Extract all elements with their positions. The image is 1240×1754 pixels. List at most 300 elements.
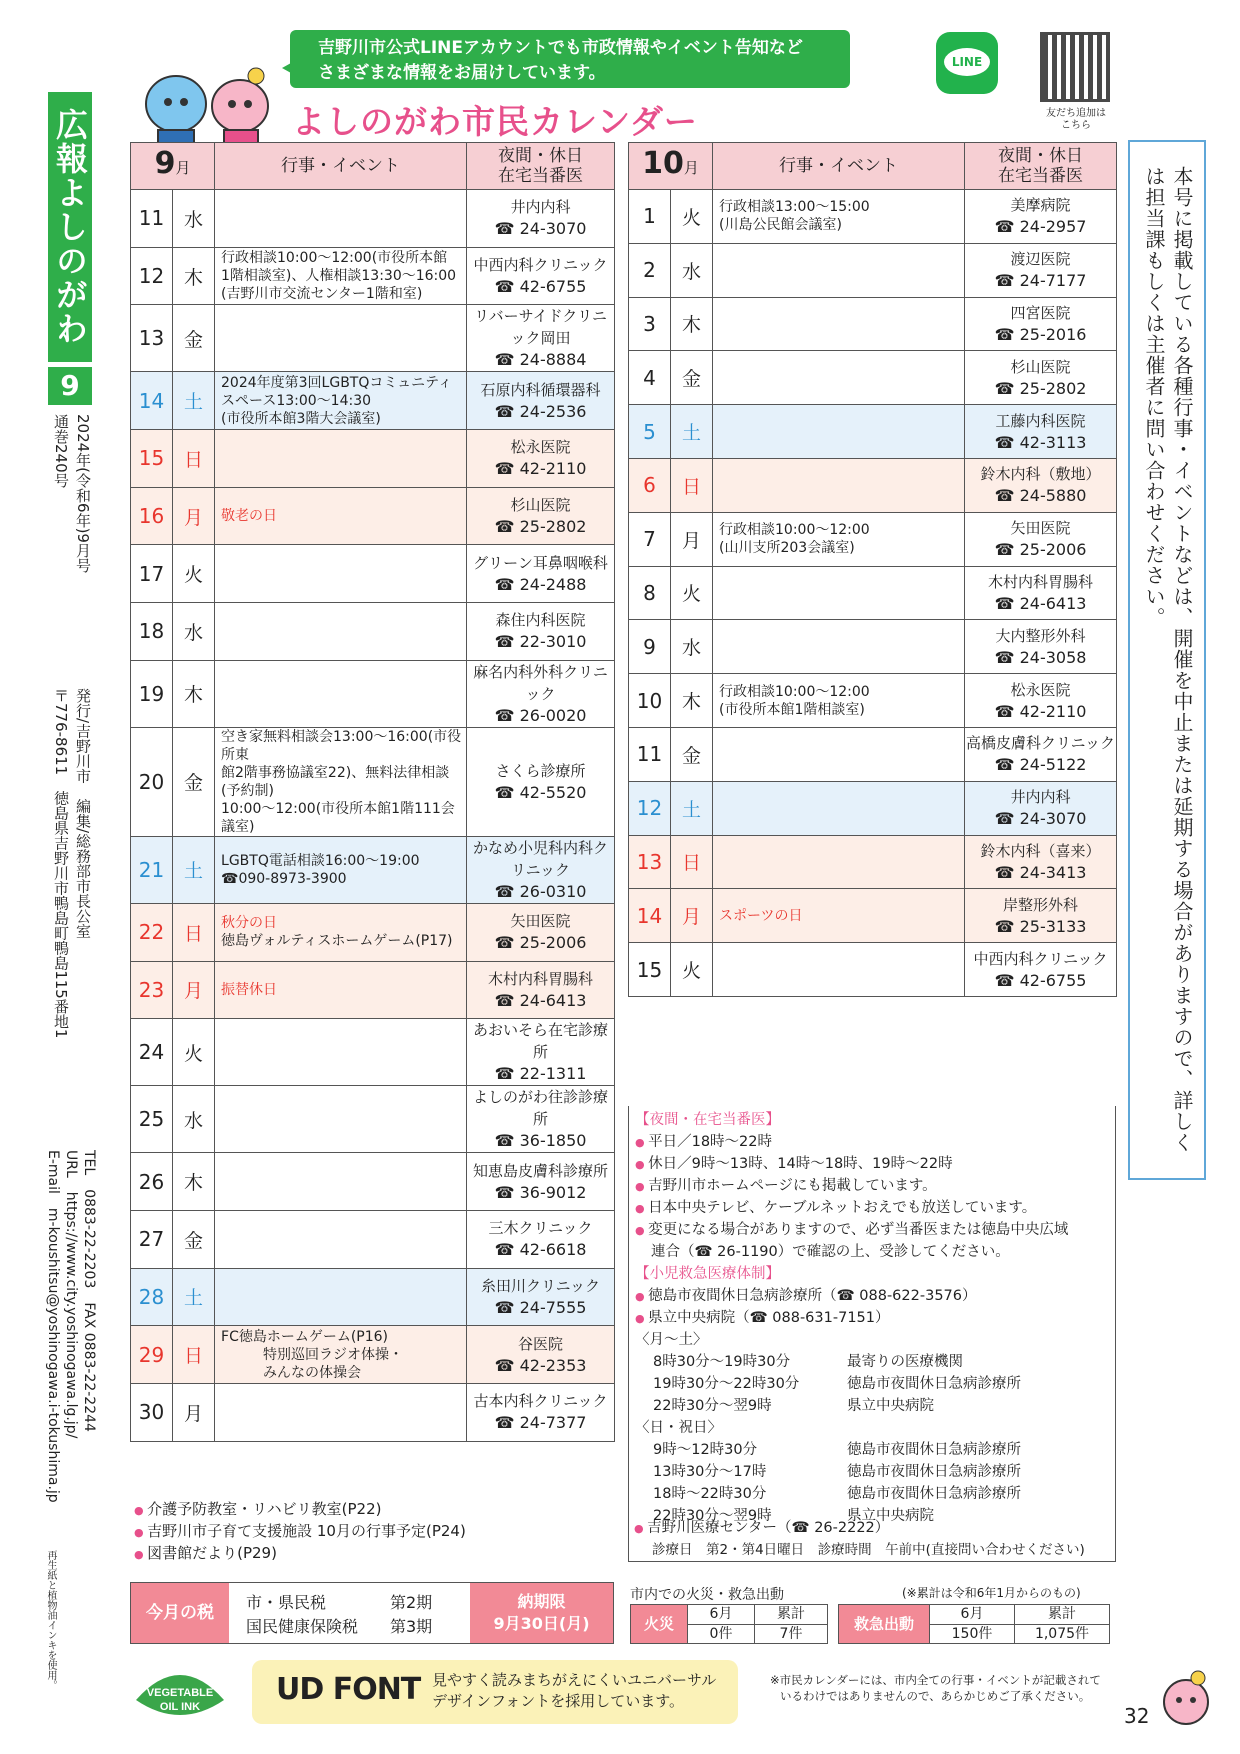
event-cell [215, 1383, 467, 1441]
oct-row [629, 351, 1117, 405]
doctor-cell [965, 190, 1117, 244]
event-cell [215, 247, 467, 305]
doctor-name: 古本内科クリニック [473, 1392, 608, 1411]
holiday-place: 徳島市夜間休日急病診療所 [847, 1486, 1021, 1502]
event-cell [215, 430, 467, 488]
weekday: 火 [671, 190, 713, 244]
day-number: 18 [131, 603, 173, 661]
weekday: 日 [173, 903, 215, 961]
footer-note [770, 1672, 1101, 1704]
weekday: 月 [173, 1383, 215, 1441]
oct-month-header [629, 143, 713, 190]
weekday: 水 [671, 243, 713, 297]
night-item: ● 変更になる場合がありますので、必ず当番医または徳島中央広域 [635, 1220, 1068, 1242]
day-number: 13 [629, 835, 671, 889]
masthead-date: 2024年(令和6年)9月号 [74, 414, 92, 573]
oct-row [629, 889, 1117, 943]
doctor-name: あおいそら在宅診療所 [473, 1021, 609, 1062]
holiday-label: スポーツの日 [719, 907, 803, 924]
doctor-name: 矢田医院 [1010, 519, 1071, 538]
holiday-time: 22時30分～翌9時 [653, 1508, 772, 1524]
weekday: 水 [173, 190, 215, 248]
event-line: 館2階事務協議室22)、無料法律相談(予約制) [221, 764, 450, 799]
doctor-name: 石原内科循環器科 [480, 380, 601, 399]
event-cell [713, 243, 965, 297]
weekday-place: 最寄りの医療機関 [847, 1354, 963, 1370]
doctor-name: リバーサイドクリニック岡田 [474, 307, 607, 348]
doctor-cell [965, 835, 1117, 889]
sep-note: ● 図書館だより(P29) [134, 1542, 277, 1566]
doctor-phone: ☎ 42-6755 [494, 277, 587, 297]
event-line: 徳島ヴォルティスホームゲーム(P17) [221, 933, 453, 950]
child-title: 【小児救急医療体制】 [635, 1266, 780, 1282]
doctor-phone: ☎ 24-2488 [494, 574, 587, 594]
sep-doctor-header [467, 143, 615, 190]
masthead-url[interactable]: URL https://www.city.yoshinogawa.lg.jp/ [63, 1150, 79, 1439]
doctor-name: 四宮医院 [1010, 303, 1071, 322]
oct-row [629, 835, 1117, 889]
sep-row [131, 1383, 615, 1441]
doctor-name: 大内整形外科 [995, 626, 1086, 645]
masthead-ink-note: 再生紙と植物油インキを使用。 [45, 1550, 56, 1690]
day-number: 17 [131, 545, 173, 603]
oct-row [629, 190, 1117, 244]
event-cell [215, 190, 467, 248]
doctor-header-line1: 夜間・休日 [998, 146, 1084, 166]
mascot-small-icon [1160, 1668, 1212, 1728]
tax-deadline [470, 1583, 613, 1643]
night-title: 【夜間・在宅当番医】 [635, 1112, 780, 1128]
event-cell [215, 1153, 467, 1211]
weekday: 木 [671, 297, 713, 351]
sep-row [131, 1326, 615, 1384]
event-cell [215, 545, 467, 603]
doctor-cell [965, 889, 1117, 943]
weekday: 日 [671, 835, 713, 889]
doctor-phone: ☎ 24-2536 [494, 401, 587, 421]
weekday: 木 [173, 1153, 215, 1211]
ems-col-month: 6月 [929, 1604, 1015, 1625]
event-cell [713, 512, 965, 566]
doctor-cell [965, 405, 1117, 459]
doctor-phone: ☎ 36-9012 [494, 1182, 587, 1202]
tax-item-name: 市・県民税 [246, 1593, 327, 1612]
doctor-cell [467, 1210, 615, 1268]
line-banner-line2: さまざまな情報をお届けしています。 [318, 63, 606, 83]
doctor-name: 鈴木内科（喜来） [980, 841, 1101, 860]
ud-text-line1: 見やすく読みまちがえにくいユニバーサル [432, 1671, 717, 1689]
night-item: ● 平日／18時～22時 [635, 1132, 772, 1154]
ems-label: 救急出動 [838, 1604, 930, 1644]
doctor-phone: ☎ 24-3058 [994, 647, 1087, 667]
doctor-name: 岸整形外科 [1003, 895, 1079, 914]
doctor-name: 高橋皮膚科クリニック [965, 734, 1116, 753]
sep-row [131, 603, 615, 661]
doctor-name: 鈴木内科（敷地） [980, 465, 1101, 484]
event-cell [215, 727, 467, 836]
oct-month: 10 [642, 146, 684, 181]
fire-total-value: 7件 [754, 1624, 828, 1644]
event-cell [215, 487, 467, 545]
sep-row [131, 305, 615, 372]
doctor-cell [467, 372, 615, 430]
doctor-cell [965, 620, 1117, 674]
doctor-name: 松永医院 [1010, 680, 1071, 699]
day-number: 6 [629, 458, 671, 512]
event-cell [713, 620, 965, 674]
sep-note: ● 吉野川市子育て支援施設 10月の行事予定(P24) [134, 1520, 466, 1544]
event-cell [713, 351, 965, 405]
oct-row [629, 943, 1117, 997]
doctor-phone: ☎ 42-2353 [494, 1355, 587, 1375]
day-number: 26 [131, 1153, 173, 1211]
qr-code-icon[interactable] [1040, 32, 1110, 102]
doctor-cell [467, 1086, 615, 1153]
doctor-name: 木村内科胃腸科 [988, 572, 1094, 591]
weekday-place: 県立中央病院 [847, 1398, 934, 1414]
day-number: 12 [629, 781, 671, 835]
masthead-address: 〒776-8611 徳島県吉野川市鴨島町鴨島115番地1 [52, 688, 70, 1039]
sep-row [131, 903, 615, 961]
doctor-phone: ☎ 24-2957 [994, 217, 1087, 237]
event-cell [215, 1326, 467, 1384]
event-line: 行政相談10:00～12:00 [719, 683, 870, 700]
doctor-phone: ☎ 22-3010 [494, 632, 587, 652]
doctor-phone: ☎ 26-0020 [494, 705, 587, 725]
weekday: 火 [671, 566, 713, 620]
child-item: ● 徳島市夜間休日急病診療所（☎ 088-622-3576） [635, 1286, 977, 1308]
event-cell [215, 603, 467, 661]
day-number: 16 [131, 487, 173, 545]
event-cell [713, 405, 965, 459]
doctor-cell [965, 512, 1117, 566]
notice-text: 本号に掲載している各種行事・イベントなどは、開催を中止または延期する場合がありますので、詳しくは担当課もしくは主催者に問い合わせください。 [1142, 166, 1194, 1153]
doctor-cell [467, 727, 615, 836]
doctor-cell [965, 297, 1117, 351]
day-number: 29 [131, 1326, 173, 1384]
event-cell [713, 889, 965, 943]
weekday: 金 [173, 727, 215, 836]
day-number: 25 [131, 1086, 173, 1153]
doctor-cell [965, 781, 1117, 835]
weekday: 水 [173, 1086, 215, 1153]
sep-month: 9 [154, 146, 176, 181]
doctor-phone: ☎ 25-2006 [494, 933, 587, 953]
oct-row [629, 405, 1117, 459]
holiday-title: 〈日・祝日〉 [635, 1420, 722, 1436]
weekday: 月 [173, 487, 215, 545]
fire-note: (※累計は令和6年1月からのもの) [902, 1586, 1081, 1600]
doctor-cell [467, 660, 615, 727]
doctor-cell [467, 190, 615, 248]
doctor-name: よしのがわ往診診療所 [473, 1088, 609, 1129]
weekday: 火 [173, 545, 215, 603]
line-logo-text: LINE [944, 48, 990, 76]
weekday: 日 [173, 430, 215, 488]
event-line: 行政相談10:00～12:00(市役所本館 [221, 250, 448, 267]
event-line: 行政相談13:00～15:00 [719, 199, 870, 216]
holiday-place: 県立中央病院 [847, 1508, 934, 1524]
doctor-phone: ☎ 42-6755 [994, 970, 1087, 990]
fire-label: 火災 [630, 1604, 688, 1644]
day-number: 11 [629, 727, 671, 781]
doctor-name: 知恵島皮膚科診療所 [473, 1161, 609, 1180]
weekday-time: 22時30分～翌9時 [653, 1398, 772, 1414]
weekday: 月 [173, 961, 215, 1019]
event-cell [713, 674, 965, 728]
holiday-label: 敬老の日 [221, 508, 278, 525]
oct-row [629, 674, 1117, 728]
event-line: FC徳島ホームゲーム(P16) [221, 1328, 389, 1345]
doctor-name: 矢田医院 [510, 912, 571, 931]
doctor-phone: ☎ 25-3133 [994, 916, 1087, 936]
doctor-phone: ☎ 42-2110 [494, 459, 587, 479]
doctor-name: 麻名内科外科クリニック [473, 662, 608, 703]
doctor-name: 井内内科 [510, 198, 571, 217]
fire-col-month: 6月 [687, 1604, 755, 1625]
sep-row [131, 1019, 615, 1086]
doctor-name: 中西内科クリニック [973, 949, 1108, 968]
day-number: 21 [131, 836, 173, 903]
masthead-publisher: 発行/吉野川市 編集/総務部市長公室 [74, 688, 92, 939]
doctor-phone: ☎ 24-8884 [494, 350, 587, 370]
weekday: 金 [173, 305, 215, 372]
doctor-name: 糸田川クリニック [480, 1276, 601, 1295]
doctor-phone: ☎ 42-6618 [494, 1240, 587, 1260]
doctor-header-line1: 夜間・休日 [498, 146, 584, 166]
event-line: 2024年度第3回LGBTQコミュニティ [221, 374, 452, 391]
ems-month-value: 150件 [929, 1624, 1015, 1644]
weekday: 火 [173, 1019, 215, 1086]
doctor-header-line2: 在宅当番医 [998, 166, 1084, 186]
holiday-label: 振替休日 [221, 981, 278, 998]
doctor-name: 美摩病院 [1010, 196, 1071, 215]
event-line: 特別巡回ラジオ体操・ [221, 1346, 404, 1363]
fire-title: 市内での火災・救急出動 [630, 1587, 784, 1603]
day-number: 5 [629, 405, 671, 459]
event-cell [215, 1210, 467, 1268]
day-number: 19 [131, 660, 173, 727]
doctor-phone: ☎ 24-3070 [994, 809, 1087, 829]
weekday: 土 [173, 1268, 215, 1326]
doctor-name: 中西内科クリニック [473, 256, 608, 275]
doctor-phone: ☎ 24-7555 [494, 1297, 587, 1317]
masthead-title: 広報よしのがわ [48, 92, 92, 362]
day-number: 1 [629, 190, 671, 244]
doctor-phone: ☎ 36-1850 [494, 1131, 587, 1151]
day-number: 13 [131, 305, 173, 372]
weekday: 金 [173, 1210, 215, 1268]
weekday: 木 [173, 247, 215, 305]
event-cell [713, 190, 965, 244]
day-number: 14 [629, 889, 671, 943]
sep-row [131, 660, 615, 727]
ems-total-value: 1,075件 [1014, 1624, 1110, 1644]
event-cell [713, 943, 965, 997]
day-number: 20 [131, 727, 173, 836]
night-item-cont: 連合（☎ 26-1190）で確認の上、受診してください。 [651, 1244, 1010, 1260]
day-number: 24 [131, 1019, 173, 1086]
event-line: スペース13:00～14:30 [221, 392, 372, 409]
doctor-phone: ☎ 24-6413 [494, 990, 587, 1010]
oct-row [629, 512, 1117, 566]
weekday: 木 [671, 674, 713, 728]
october-calendar-table [628, 142, 1117, 997]
mascot-illustration [128, 54, 288, 154]
day-number: 28 [131, 1268, 173, 1326]
qr-caption-line1: 友だち追加は [1046, 108, 1106, 119]
holiday-place: 徳島市夜間休日急病診療所 [847, 1464, 1021, 1480]
doctor-phone: ☎ 42-2110 [994, 701, 1087, 721]
day-number: 10 [629, 674, 671, 728]
event-line: (川島公民館会議室) [719, 217, 842, 234]
day-number: 15 [131, 430, 173, 488]
oct-row [629, 297, 1117, 351]
weekday: 水 [671, 620, 713, 674]
doctor-header-line2: 在宅当番医 [498, 166, 584, 186]
doctor-phone: ☎ 26-0310 [494, 881, 587, 901]
day-number: 4 [629, 351, 671, 405]
event-line: 10:00～12:00(市役所本館1階111会議室) [221, 800, 455, 835]
holiday-label: 秋分の日 [221, 915, 278, 932]
masthead-email[interactable]: E-mail m-koushitsu@yoshinogawa.i-tokushima.jp [45, 1150, 61, 1503]
day-number: 22 [131, 903, 173, 961]
day-number: 23 [131, 961, 173, 1019]
oct-row [629, 566, 1117, 620]
sep-row [131, 1210, 615, 1268]
oct-row [629, 620, 1117, 674]
ud-text-line2: デザインフォントを採用しています。 [432, 1692, 685, 1710]
masthead-tel: TEL 0883-22-2203 FAX 0883-22-2244 [81, 1150, 97, 1432]
event-line: 行政相談10:00～12:00 [719, 522, 870, 539]
night-item: ● 吉野川市ホームページにも掲載しています。 [635, 1176, 937, 1198]
event-line: 1階相談室)、人権相談13:30～16:00 [221, 268, 457, 285]
sep-note: ● 介護予防教室・リハビリ教室(P22) [134, 1498, 382, 1522]
event-cell [215, 372, 467, 430]
day-number: 27 [131, 1210, 173, 1268]
weekday: 日 [671, 458, 713, 512]
doctor-cell [467, 961, 615, 1019]
oct-row [629, 781, 1117, 835]
day-number: 12 [131, 247, 173, 305]
event-line: (山川支所203会議室) [719, 540, 855, 557]
event-cell [713, 297, 965, 351]
doctor-cell [467, 430, 615, 488]
doctor-phone: ☎ 25-2016 [994, 324, 1087, 344]
page-number: 32 [1124, 1704, 1150, 1728]
doctor-phone: ☎ 25-2802 [494, 517, 587, 537]
holiday-time: 9時～12時30分 [653, 1442, 758, 1458]
event-line: (吉野川市交流センター1階和室) [221, 286, 423, 303]
tax-label: 今月の税 [131, 1583, 229, 1643]
masthead-volume: 通巻240号 [52, 414, 70, 488]
oct-row [629, 458, 1117, 512]
event-cell [215, 1268, 467, 1326]
september-calendar-table [130, 142, 615, 1442]
line-banner [290, 30, 850, 88]
oct-row [629, 243, 1117, 297]
event-line: LGBTQ電話相談16:00～19:00 [221, 852, 420, 869]
sep-row [131, 430, 615, 488]
weekday: 土 [173, 372, 215, 430]
doctor-name: 谷医院 [518, 1334, 564, 1353]
event-cell [215, 836, 467, 903]
event-line: ☎090-8973-3900 [221, 870, 347, 887]
doctor-cell [467, 545, 615, 603]
sep-row [131, 247, 615, 305]
ud-font-logo: UD FONT [276, 1672, 421, 1707]
doctor-cell [965, 727, 1117, 781]
ems-col-total: 累計 [1014, 1604, 1110, 1625]
center-item: ● 吉野川医療センター（☎ 26-2222） [634, 1518, 889, 1540]
doctor-name: 三木クリニック [488, 1219, 593, 1238]
line-logo-icon[interactable] [936, 32, 998, 94]
sep-row [131, 727, 615, 836]
weekday-title: 〈月～土〉 [635, 1332, 708, 1348]
weekday: 水 [173, 603, 215, 661]
oct-notes-box [628, 1106, 1116, 1562]
holiday-time: 13時30分～17時 [653, 1464, 767, 1480]
doctor-cell [467, 836, 615, 903]
fire-col-total: 累計 [754, 1604, 828, 1625]
event-cell [215, 1086, 467, 1153]
doctor-cell [467, 1268, 615, 1326]
sep-row [131, 1086, 615, 1153]
event-cell [215, 660, 467, 727]
page-title: よしのがわ市民カレンダー [292, 102, 698, 141]
day-number: 14 [131, 372, 173, 430]
oct-month-suffix: 月 [683, 159, 699, 177]
qr-caption [1038, 108, 1114, 132]
doctor-cell [965, 943, 1117, 997]
event-cell [215, 1019, 467, 1086]
doctor-cell [965, 674, 1117, 728]
holiday-place: 徳島市夜間休日急病診療所 [847, 1442, 1021, 1458]
weekday-place: 徳島市夜間休日急病診療所 [847, 1376, 1021, 1392]
doctor-phone: ☎ 22-1311 [494, 1064, 587, 1084]
footer-note-line1: ※市民カレンダーには、市内全ての行事・イベントが記載されて [770, 1673, 1101, 1687]
doctor-cell [965, 351, 1117, 405]
ud-font-text [432, 1670, 716, 1712]
doctor-cell [467, 1326, 615, 1384]
doctor-name: 杉山医院 [510, 496, 571, 515]
line-banner-line1: 吉野川市公式LINEアカウントでも市政情報やイベント告知など [318, 38, 803, 58]
event-line: (市役所本館1階相談室) [719, 701, 865, 718]
event-cell [713, 458, 965, 512]
sep-row [131, 836, 615, 903]
night-item: ● 休日／9時～13時、14時～18時、19時～22時 [635, 1154, 953, 1176]
tax-item-name: 国民健康保険税 [246, 1617, 359, 1636]
event-cell [713, 727, 965, 781]
veg-logo-text2: OIL INK [159, 1701, 201, 1713]
doctor-phone: ☎ 24-6413 [994, 593, 1087, 613]
doctor-cell [965, 566, 1117, 620]
doctor-name: 渡辺医院 [1010, 250, 1071, 269]
doctor-cell [467, 487, 615, 545]
doctor-cell [467, 603, 615, 661]
sep-row [131, 190, 615, 248]
doctor-name: 木村内科胃腸科 [488, 969, 594, 988]
tax-deadline-date: 9月30日(月) [493, 1614, 590, 1633]
day-number: 9 [629, 620, 671, 674]
day-number: 15 [629, 943, 671, 997]
doctor-phone: ☎ 24-3070 [494, 219, 587, 239]
oct-doctor-header [965, 143, 1117, 190]
holiday-time: 18時～22時30分 [653, 1486, 767, 1502]
night-item: ● 日本中央テレビ、ケーブルネットおえでも放送しています。 [635, 1198, 1036, 1220]
weekday: 木 [173, 660, 215, 727]
footer-note-line2: いるわけではありませんので、あらかじめご了承ください。 [780, 1689, 1091, 1703]
